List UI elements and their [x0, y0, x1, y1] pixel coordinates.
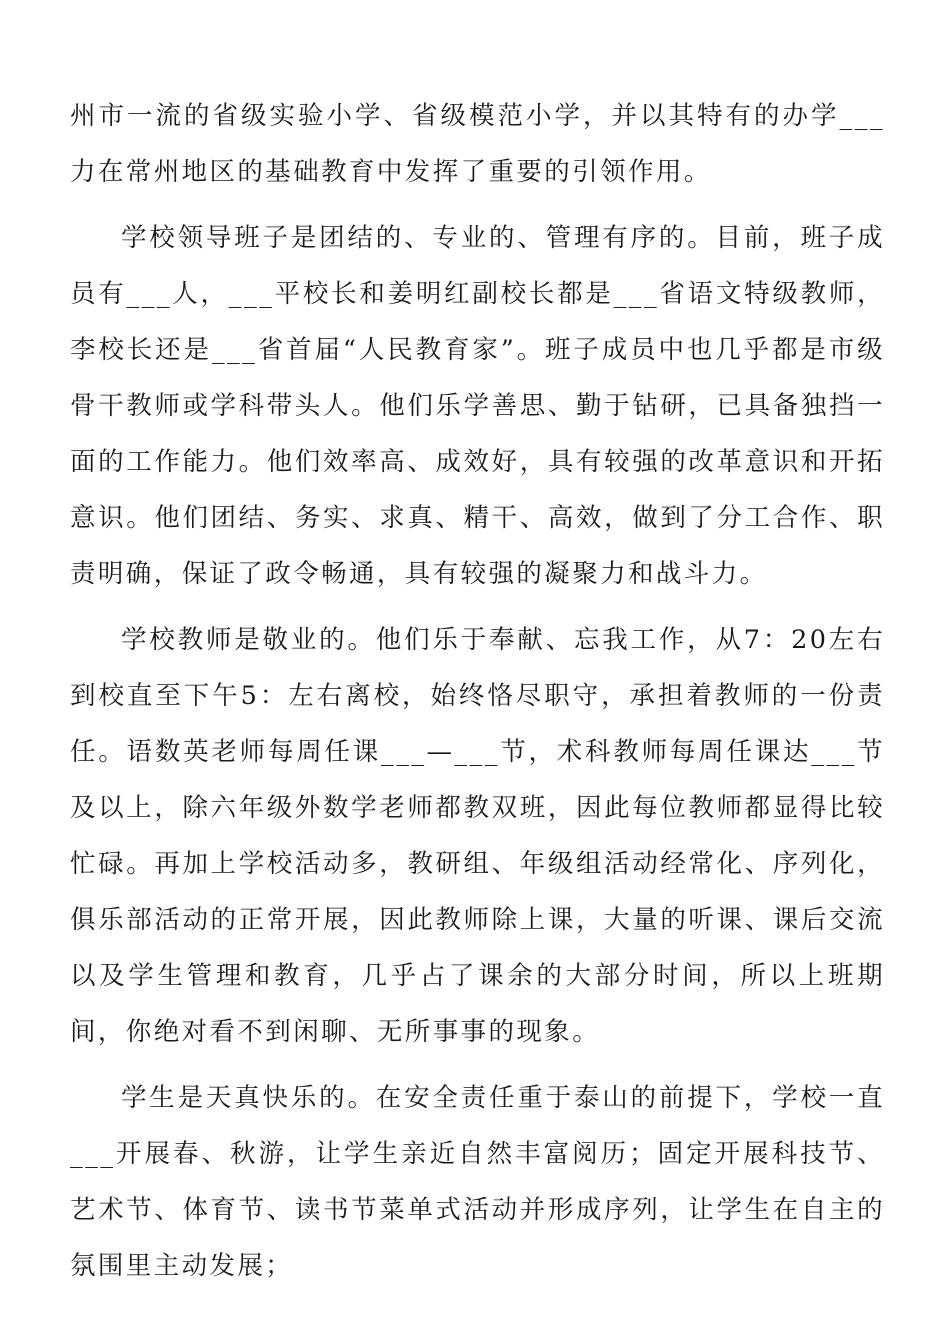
paragraph-leadership: 学校领导班子是团结的、专业的、管理有序的。目前，班子成员有___人，___平校长和姜明红副校长都是___省语文特级教师，李校长还是___省首届“人民教育家”。班子成员中也几乎都是市级骨干教师或学科带头人。他们乐学善思、勤于钻研，已具备独挡一面的工作能力。他们效率高、成效好，具有较强的改革意识和开拓意识。他们团结、务实、求真、精干、高效，做到了分工合作、职责明确，保证了政令畅通，具有较强的凝聚力和战斗力。	[70, 223, 885, 589]
paragraph-teachers: 学校教师是敬业的。他们乐于奉献、忘我工作，从7：20左右到校直至下午5：左右离校，始终恪尽职守，承担着教师的一份责任。语数英老师每周任课___—___节，术科教师每周任课达___节及以上，除六年级外数学老师都教双班，因此每位教师都显得比较忙碌。再加上学校活动多，教研组、年级组活动经常化、序列化，俱乐部活动的正常开展，因此教师除上课，大量的听课、课后交流以及学生管理和教育，几乎占了课余的大部分时间，所以上班期间，你绝对看不到闲聊、无所事事的现象。	[70, 625, 885, 1047]
paragraph-school-reputation: 州市一流的省级实验小学、省级模范小学，并以其特有的办学___力在常州地区的基础教育中发挥了重要的引领作用。	[70, 101, 885, 187]
document-page	[70, 88, 885, 1304]
paragraph-students: 学生是天真快乐的。在安全责任重于泰山的前提下，学校一直___开展春、秋游，让学生亲近自然丰富阅历；固定开展科技节、艺术节、体育节、读书节菜单式活动并形成序列，让学生在自主的氛围里主动发展；	[70, 1083, 885, 1281]
